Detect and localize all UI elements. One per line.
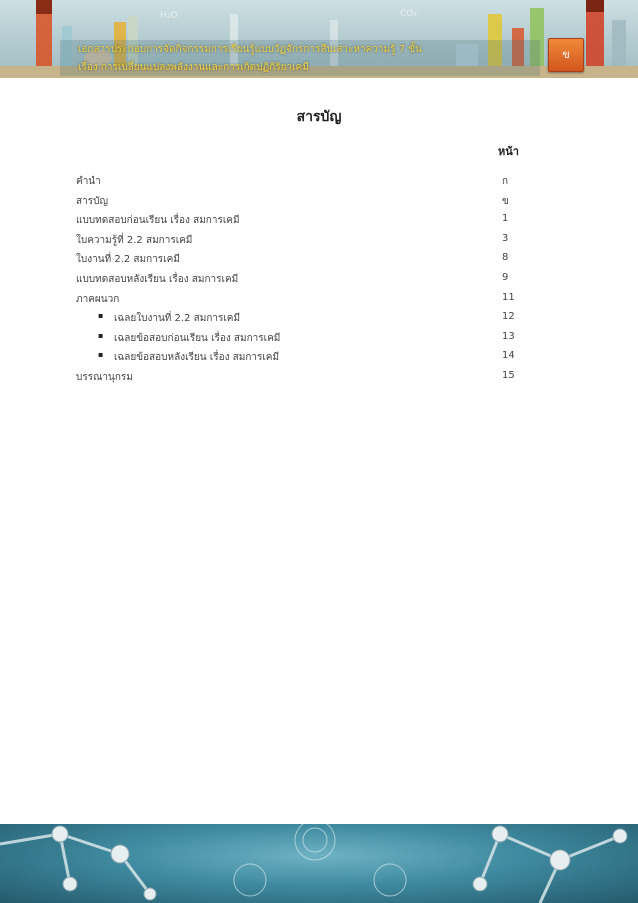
toc-row [76,292,536,312]
toc-row [76,370,536,390]
bullet-icon: ▪ [98,350,104,360]
toc-entry-label: ใบงานที่ 2.2 สมการเคมี [76,254,180,266]
toc-entry-label: เฉลยข้อสอบก่อนเรียน เรื่อง สมการเคมี [114,332,281,344]
table-of-contents [76,174,536,390]
toc-entry-label: แบบทดสอบก่อนเรียน เรื่อง สมการเคมี [76,215,240,227]
document-series-title: เอกสารประกอบการจัดกิจกรรมการเรียนรู้แบบวัฏจักรการสืบเสาะหาความรู้ 7 ขั้น [78,44,422,55]
toc-row [76,194,536,214]
toc-row [76,350,536,370]
toc-entry-page: 15 [502,369,515,381]
molecule-illustration [0,824,638,903]
page-number-badge: ข [548,38,584,72]
toc-row [76,233,536,253]
toc-row [76,331,536,351]
toc-row [76,252,536,272]
toc-entry-page: 9 [502,271,509,283]
toc-entry-page: 11 [502,291,515,303]
svg-text:CO₂: CO₂ [400,9,417,19]
toc-row [76,272,536,292]
bullet-icon: ▪ [98,311,104,321]
toc-entry-label: บรรณานุกรม [76,371,133,383]
toc-entry-page: 1 [502,213,509,225]
toc-entry-page: ก [502,176,509,187]
header-banner [0,0,638,78]
page-title: สารบัญ [296,109,342,125]
svg-text:H₂O: H₂O [160,11,178,21]
toc-row [76,174,536,194]
toc-row [76,213,536,233]
page-column-heading: หน้า [498,145,519,158]
toc-entry-label: คำนำ [76,176,101,187]
toc-entry-label: เฉลยข้อสอบหลังเรียน เรื่อง สมการเคมี [114,352,280,364]
toc-entry-label: เฉลยใบงานที่ 2.2 สมการเคมี [114,313,241,325]
toc-entry-label: ใบความรู้ที่ 2.2 สมการเคมี [76,234,193,246]
toc-entry-page: 12 [502,311,515,323]
toc-entry-page: ข [502,195,509,207]
toc-row [76,311,536,331]
toc-entry-page: 14 [502,350,515,362]
document-topic: เรื่อง การเปลี่ยนแปลงพลังงานและการเกิดปฏิกิริยาเคมี [78,62,309,73]
toc-entry-label: สารบัญ [76,195,108,207]
footer-banner [0,824,638,903]
bullet-icon: ▪ [98,330,104,340]
toc-entry-page: 8 [502,252,509,264]
toc-entry-label: แบบทดสอบหลังเรียน เรื่อง สมการเคมี [76,273,239,285]
toc-entry-label: ภาคผนวก [76,293,120,305]
toc-entry-page: 13 [502,330,515,342]
toc-entry-page: 3 [502,232,509,244]
